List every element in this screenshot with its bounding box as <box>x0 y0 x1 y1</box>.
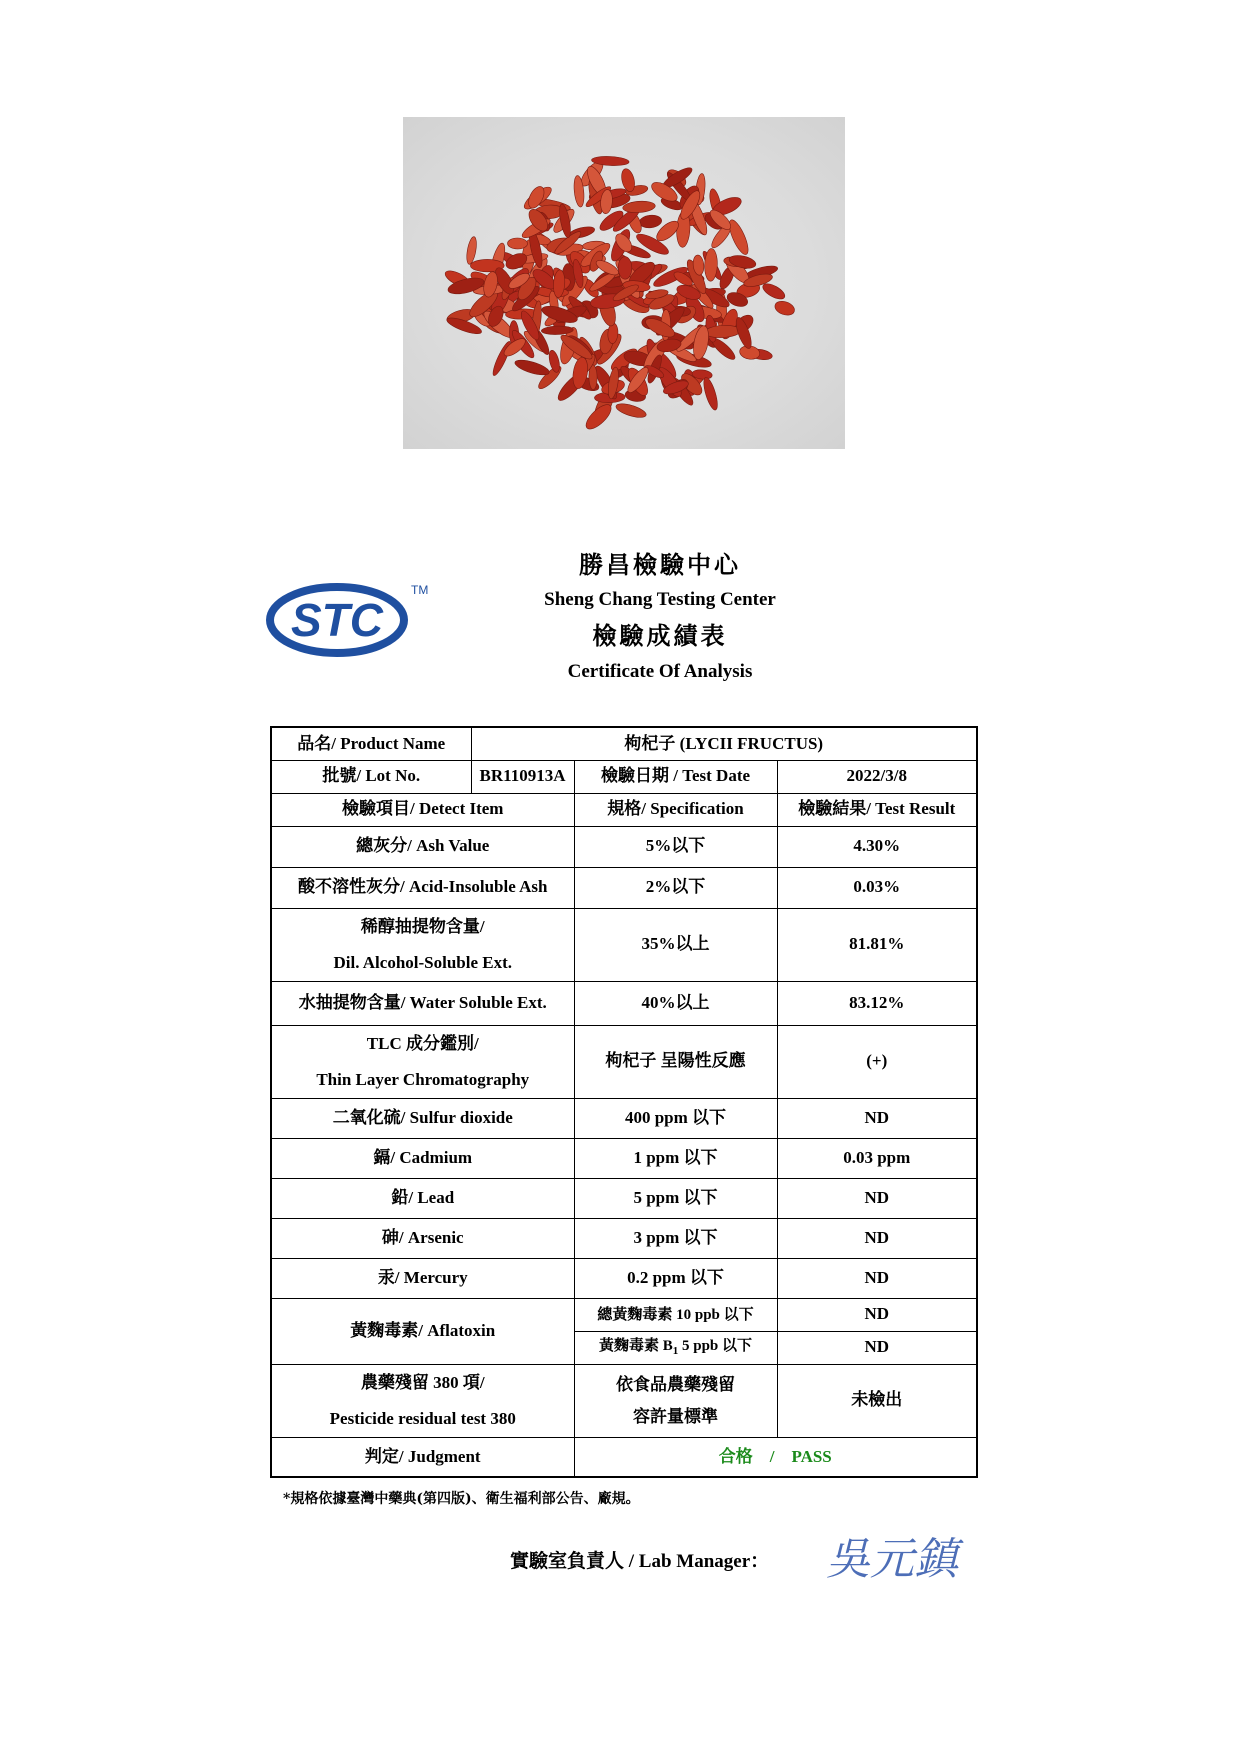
product-name-label: 品名/ Product Name <box>271 727 471 760</box>
row-result: (+) <box>777 1025 977 1098</box>
svg-text:吳元鎮: 吳元鎮 <box>826 1534 958 1585</box>
table-row <box>271 1025 977 1098</box>
row-spec: 3 ppm 以下 <box>574 1218 777 1258</box>
row-result: ND <box>777 1098 977 1138</box>
lab-manager-label: 實驗室負責人 / Lab Manager： <box>510 1551 770 1572</box>
aflatoxin-item: 黃麴毒素/ Aflatoxin <box>271 1298 574 1364</box>
table-row <box>271 1178 977 1218</box>
pesticide-spec <box>574 1364 777 1437</box>
goji-berry <box>773 299 796 318</box>
row-spec: 1 ppm 以下 <box>574 1138 777 1178</box>
row-item: 鉛/ Lead <box>271 1178 574 1218</box>
judgment-value: 合格 / PASS <box>574 1437 977 1477</box>
table-row <box>271 908 977 981</box>
row-result: ND <box>777 1218 977 1258</box>
table-row <box>271 1258 977 1298</box>
test-date-value: 2022/3/8 <box>777 760 977 793</box>
row-item-line2: Dil. Alcohol-Soluble Ext. <box>333 952 513 972</box>
doc-title-en: Certificate Of Analysis <box>567 661 753 682</box>
table-row <box>271 1138 977 1178</box>
goji-berry <box>618 256 632 279</box>
product-name-value: 枸杞子 (LYCII FRUCTUS) <box>471 727 977 760</box>
row-spec: 2%以下 <box>574 867 777 908</box>
row-item: 二氧化硫/ Sulfur dioxide <box>271 1098 574 1138</box>
test-date-label: 檢驗日期 / Test Date <box>574 760 777 793</box>
row-spec: 40%以上 <box>574 981 777 1025</box>
goji-berry <box>639 214 663 229</box>
product-photo <box>403 117 845 449</box>
row-item <box>271 1025 574 1098</box>
logo-text: STC <box>291 594 383 646</box>
table-row <box>271 1098 977 1138</box>
pesticide-result: 未檢出 <box>777 1364 977 1437</box>
judgment-label: 判定/ Judgment <box>271 1437 574 1477</box>
document-header <box>480 548 840 690</box>
row-item: 砷/ Arsenic <box>271 1218 574 1258</box>
stc-logo <box>265 578 429 660</box>
lot-row <box>271 760 977 793</box>
row-spec: 5%以下 <box>574 826 777 867</box>
row-result: 0.03% <box>777 867 977 908</box>
lab-name-cn: 勝昌檢驗中心 <box>579 550 741 579</box>
row-item-line1: TLC 成分鑑別/ <box>366 1033 479 1053</box>
aflatoxin-result-total: ND <box>777 1298 977 1331</box>
table-row <box>271 867 977 908</box>
row-spec: 35%以上 <box>574 908 777 981</box>
row-item: 汞/ Mercury <box>271 1258 574 1298</box>
row-result: ND <box>777 1258 977 1298</box>
pesticide-item-line1: 農藥殘留 380 項/ <box>360 1372 485 1392</box>
goji-berry <box>615 401 648 420</box>
goji-berry <box>701 376 720 411</box>
col-test-result: 檢驗結果/ Test Result <box>777 793 977 826</box>
aflatoxin-result-b1: ND <box>777 1331 977 1364</box>
lot-value: BR110913A <box>471 760 574 793</box>
column-header-row <box>271 793 977 826</box>
row-item: 酸不溶性灰分/ Acid-Insoluble Ash <box>271 867 574 908</box>
row-item: 鎘/ Cadmium <box>271 1138 574 1178</box>
goji-berries-image <box>403 117 845 449</box>
row-item <box>271 908 574 981</box>
row-spec: 0.2 ppm 以下 <box>574 1258 777 1298</box>
pesticide-spec-line1: 依食品農藥殘留 <box>616 1374 735 1394</box>
col-specification: 規格/ Specification <box>574 793 777 826</box>
row-item-line2: Thin Layer Chromatography <box>316 1069 530 1089</box>
row-spec: 400 ppm 以下 <box>574 1098 777 1138</box>
row-item: 總灰分/ Ash Value <box>271 826 574 867</box>
lab-name-en: Sheng Chang Testing Center <box>544 589 776 610</box>
table-row <box>271 826 977 867</box>
table-row <box>271 1218 977 1258</box>
row-result: 4.30% <box>777 826 977 867</box>
pesticide-item <box>271 1364 574 1437</box>
row-spec: 枸杞子 呈陽性反應 <box>574 1025 777 1098</box>
product-name-row <box>271 727 977 760</box>
row-spec: 5 ppm 以下 <box>574 1178 777 1218</box>
analysis-table <box>270 726 978 1478</box>
aflatoxin-spec-total: 總黃麴毒素 10 ppb 以下 <box>574 1298 777 1331</box>
row-result: 83.12% <box>777 981 977 1025</box>
pesticide-item-line2: Pesticide residual test 380 <box>329 1408 516 1428</box>
manager-signature <box>822 1522 962 1594</box>
doc-title-cn: 檢驗成績表 <box>592 621 728 650</box>
table-row <box>271 981 977 1025</box>
row-item-line1: 稀醇抽提物含量/ <box>360 916 485 936</box>
col-detect-item: 檢驗項目/ Detect Item <box>271 793 574 826</box>
judgment-row <box>271 1437 977 1477</box>
goji-berry <box>513 357 550 378</box>
footnote: *規格依據臺灣中藥典(第四版)、衛生福利部公告、廠規。 <box>283 1491 640 1507</box>
goji-berry <box>761 281 788 302</box>
aflatoxin-row <box>271 1298 977 1331</box>
goji-berry <box>507 238 527 249</box>
lot-label: 批號/ Lot No. <box>271 760 471 793</box>
goji-berry <box>547 349 561 373</box>
logo-trademark: TM <box>411 583 429 597</box>
row-result: 81.81% <box>777 908 977 981</box>
row-item: 水抽提物含量/ Water Soluble Ext. <box>271 981 574 1025</box>
row-result: 0.03 ppm <box>777 1138 977 1178</box>
pesticide-row <box>271 1364 977 1437</box>
row-result: ND <box>777 1178 977 1218</box>
aflatoxin-spec-b1: 黃麴毒素 $B_1$ 5 ppb 以下 <box>574 1331 777 1364</box>
pesticide-spec-line2: 容許量標準 <box>633 1406 718 1426</box>
